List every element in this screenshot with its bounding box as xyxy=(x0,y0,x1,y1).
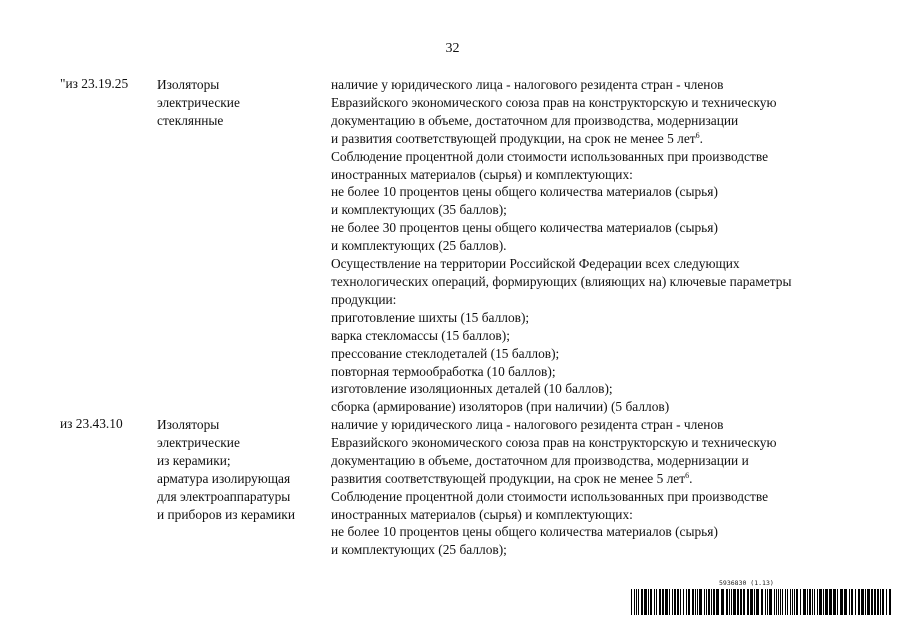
requirement-line: повторная термообработка (10 баллов); xyxy=(331,363,556,379)
requirement-line: развития соответствующей продукции, на срок не менее 5 лет$^6$. xyxy=(331,470,693,486)
name-cell xyxy=(157,76,327,130)
requirement-line: Евразийского экономического союза прав на конструкторскую и техническую xyxy=(331,94,777,110)
requirement-line: варка стекломассы (15 баллов); xyxy=(331,327,510,343)
name-cell xyxy=(157,416,327,523)
requirement-line: продукции: xyxy=(331,291,397,307)
code-cell: из 23.43.10 xyxy=(60,416,123,431)
name-line: электрические xyxy=(157,434,240,450)
requirements-cell xyxy=(331,76,891,416)
name-line: электрические xyxy=(157,94,240,110)
requirement-line: и развития соответствующей продукции, на срок не менее 5 лет$^6$. xyxy=(331,130,703,146)
requirement-line: изготовление изоляционных деталей (10 баллов); xyxy=(331,381,613,397)
code-cell: "из 23.19.25 xyxy=(60,76,129,91)
requirement-line: иностранных материалов (сырья) и комплектующих: xyxy=(331,506,633,522)
name-line: Изоляторы xyxy=(157,77,220,92)
requirement-line: документацию в объеме, достаточном для производства, модернизации xyxy=(331,112,739,128)
requirement-line: приготовление шихты (15 баллов); xyxy=(331,309,530,325)
requirement-line: и комплектующих (25 баллов). xyxy=(331,238,507,254)
requirement-line: Соблюдение процентной доли стоимости использованных при производстве xyxy=(331,148,769,164)
name-line: из керамики; xyxy=(157,452,231,468)
page-number: 32 xyxy=(445,41,460,56)
name-line: для электроаппаратуры xyxy=(157,488,291,504)
requirement-line: Евразийского экономического союза прав на конструкторскую и техническую xyxy=(331,434,777,450)
name-line: Изоляторы xyxy=(157,417,220,432)
footnote-ref: 6 xyxy=(685,470,690,480)
footnote-ref: 6 xyxy=(695,130,700,140)
requirement-line: не более 10 процентов цены общего количества материалов (сырья) xyxy=(331,184,718,200)
barcode-image xyxy=(631,589,893,615)
name-line: арматура изолирующая xyxy=(157,470,291,486)
requirements-cell xyxy=(331,416,891,559)
requirement-line: наличие у юридического лица - налогового резидента стран - членов xyxy=(331,77,724,92)
requirement-line: и комплектующих (35 баллов); xyxy=(331,202,507,218)
requirement-line: не более 10 процентов цены общего количества материалов (сырья) xyxy=(331,524,718,540)
requirement-line: не более 30 процентов цены общего количества материалов (сырья) xyxy=(331,220,718,236)
name-line: стеклянные xyxy=(157,112,224,128)
name-line: и приборов из керамики xyxy=(157,506,295,522)
requirement-line: технологических операций, формирующих (влияющих на) ключевые параметры xyxy=(331,273,792,289)
requirement-line: Осуществление на территории Российской Федерации всех следующих xyxy=(331,256,740,272)
requirement-line: и комплектующих (25 баллов); xyxy=(331,542,507,558)
requirement-line: прессование стеклодеталей (15 баллов); xyxy=(331,345,560,361)
requirement-line: наличие у юридического лица - налогового резидента стран - членов xyxy=(331,417,724,432)
requirement-line: Соблюдение процентной доли стоимости использованных при производстве xyxy=(331,488,769,504)
requirement-line: иностранных материалов (сырья) и комплектующих: xyxy=(331,166,633,182)
requirement-line: документацию в объеме, достаточном для производства, модернизации и xyxy=(331,452,749,468)
requirement-line: сборка (армирование) изоляторов (при наличии) (5 баллов) xyxy=(331,399,670,415)
barcode-caption: 5936830 (1.13) xyxy=(719,579,774,587)
